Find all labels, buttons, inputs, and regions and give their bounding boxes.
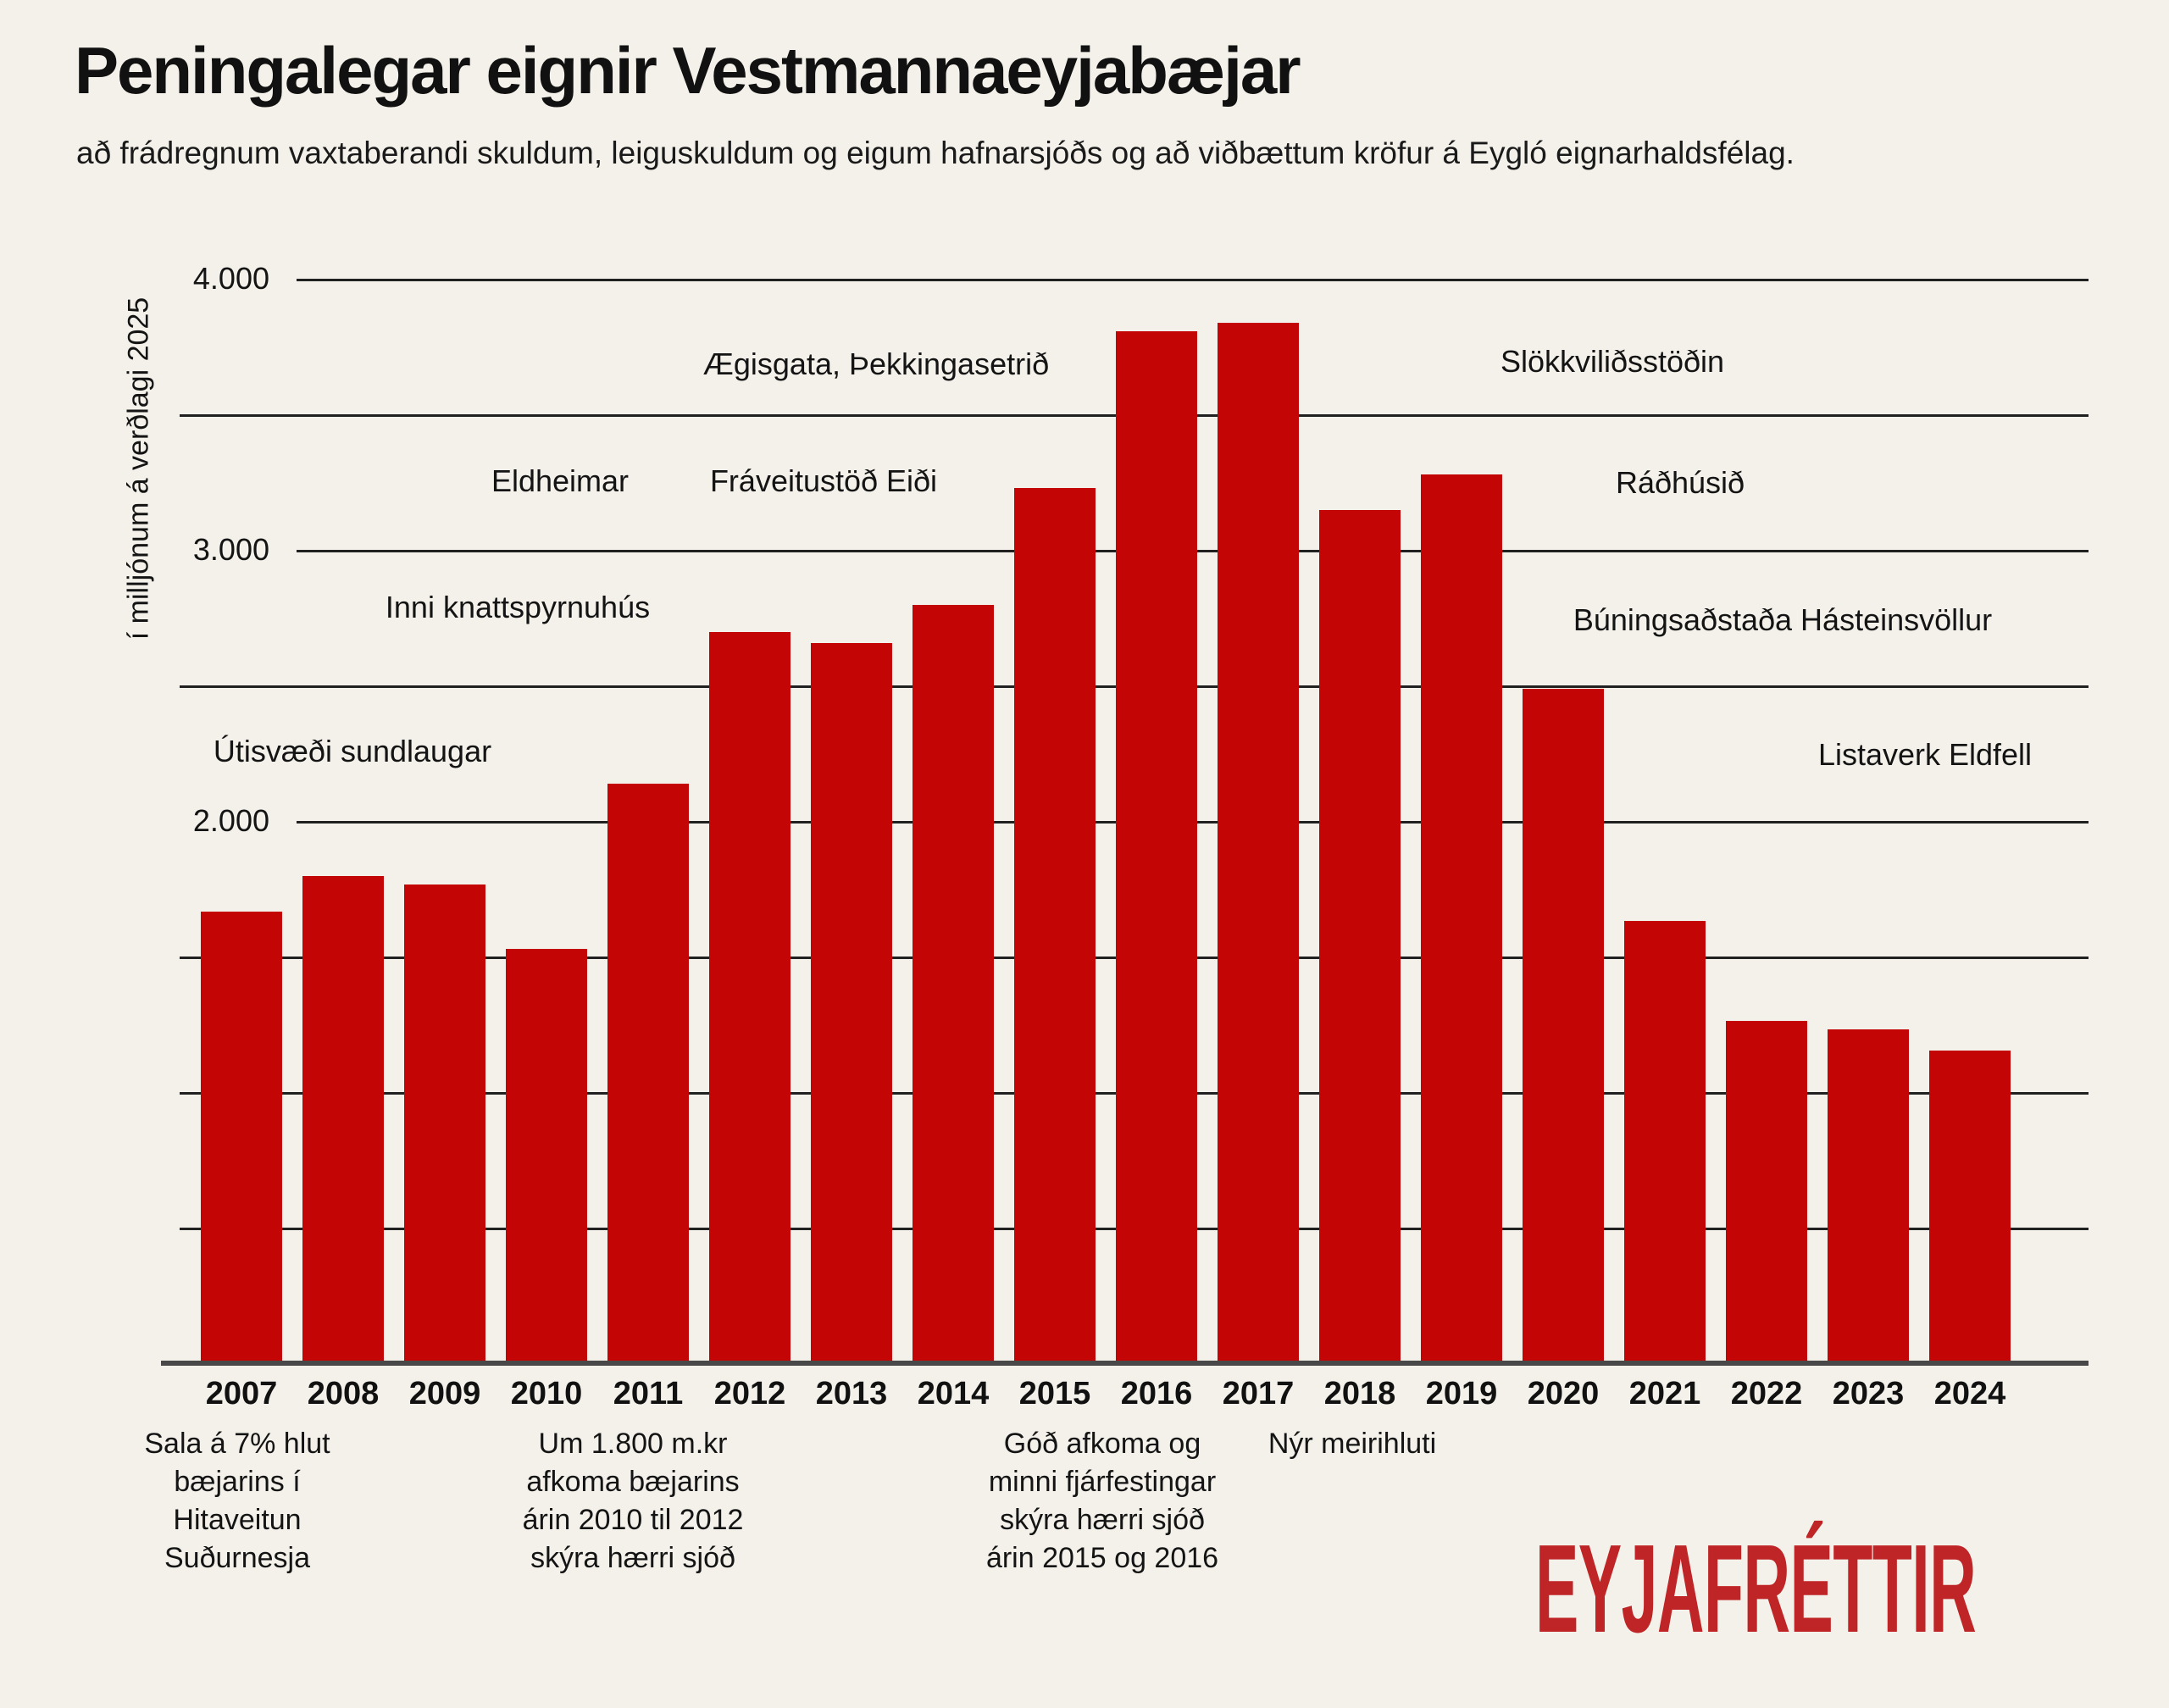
bar bbox=[302, 876, 384, 1361]
bar bbox=[404, 884, 485, 1361]
x-tick-label: 2021 bbox=[1628, 1376, 1701, 1411]
x-tick-label: 2008 bbox=[307, 1376, 380, 1411]
bar-annotation: Listaverk Eldfell bbox=[1817, 737, 2033, 772]
bar bbox=[1828, 1029, 1909, 1361]
x-tick-label: 2023 bbox=[1832, 1376, 1905, 1411]
y-tick-label: 3.000 bbox=[192, 532, 269, 567]
x-tick-label: 2013 bbox=[815, 1376, 888, 1411]
bar bbox=[607, 784, 689, 1361]
x-tick-label: 2020 bbox=[1527, 1376, 1600, 1411]
x-tick-label: 2015 bbox=[1018, 1376, 1091, 1411]
x-tick-label: 2022 bbox=[1730, 1376, 1803, 1411]
x-tick-label: 2016 bbox=[1120, 1376, 1193, 1411]
bar-annotation: Búningsaðstaða Hásteinsvöllur bbox=[1573, 602, 1993, 637]
x-tick-label: 2007 bbox=[205, 1376, 278, 1411]
bar-annotation: Eldheimar bbox=[491, 463, 630, 498]
bar bbox=[1624, 921, 1706, 1361]
x-tick-label: 2011 bbox=[613, 1376, 684, 1411]
page-subtitle: að frádregnum vaxtaberandi skuldum, leiguskuldum og eigum hafnarsjóðs og að viðbættum kröfur á Eygló eignarhaldsfélag. bbox=[76, 136, 1795, 170]
bar bbox=[506, 949, 587, 1361]
gridline bbox=[297, 279, 2089, 281]
publisher-logo: EYJAFRÉTTIR bbox=[1535, 1519, 1977, 1659]
bar bbox=[709, 632, 790, 1361]
bar bbox=[201, 912, 282, 1361]
footnote: Góð afkoma og minni fjárfestingar skýra hærri sjóð árin 2015 og 2016 bbox=[985, 1428, 1219, 1574]
x-tick-label: 2024 bbox=[1933, 1376, 2006, 1411]
bar bbox=[1421, 474, 1502, 1361]
page-title: Peningalegar eignir Vestmannaeyjabæjar bbox=[75, 33, 1300, 108]
x-tick-label: 2018 bbox=[1323, 1376, 1396, 1411]
bar bbox=[913, 605, 994, 1361]
bar bbox=[1116, 331, 1197, 1361]
y-tick-label: 2.000 bbox=[192, 803, 269, 838]
x-tick-label: 2010 bbox=[510, 1376, 583, 1411]
x-axis-line bbox=[161, 1361, 2089, 1366]
bar-annotation: Ráðhúsið bbox=[1615, 465, 1745, 500]
x-tick-label: 2014 bbox=[917, 1376, 990, 1411]
bar bbox=[1218, 323, 1299, 1361]
footnote: Nýr meirihluti bbox=[1268, 1428, 1437, 1460]
bar bbox=[1014, 488, 1096, 1361]
footnote: Sala á 7% hlut bæjarins í Hitaveitun Suðurnesja bbox=[144, 1428, 330, 1574]
x-tick-label: 2017 bbox=[1222, 1376, 1295, 1411]
bar bbox=[1726, 1021, 1807, 1361]
bar-annotation: Fráveitustöð Eiði bbox=[709, 463, 938, 498]
x-tick-label: 2009 bbox=[408, 1376, 481, 1411]
bar bbox=[1523, 689, 1604, 1361]
y-tick-label: 4.000 bbox=[192, 261, 269, 296]
bar-annotation: Útisvæði sundlaugar bbox=[213, 734, 492, 768]
x-tick-label: 2019 bbox=[1425, 1376, 1498, 1411]
bar-annotation: Inni knattspyrnuhús bbox=[385, 590, 651, 624]
x-tick-label: 2012 bbox=[713, 1376, 786, 1411]
bar bbox=[811, 643, 892, 1361]
bar-annotation: Ægisgata, Þekkingasetrið bbox=[702, 347, 1050, 381]
y-axis-label: í milljónum á verðlagi 2025 bbox=[122, 297, 155, 640]
footnote: Um 1.800 m.kr afkoma bæjarins árin 2010 til 2012 skýra hærri sjóð bbox=[522, 1428, 744, 1574]
bar bbox=[1929, 1051, 2011, 1361]
bar bbox=[1319, 510, 1401, 1361]
bar-annotation: Slökkviliðsstöðin bbox=[1500, 344, 1725, 379]
